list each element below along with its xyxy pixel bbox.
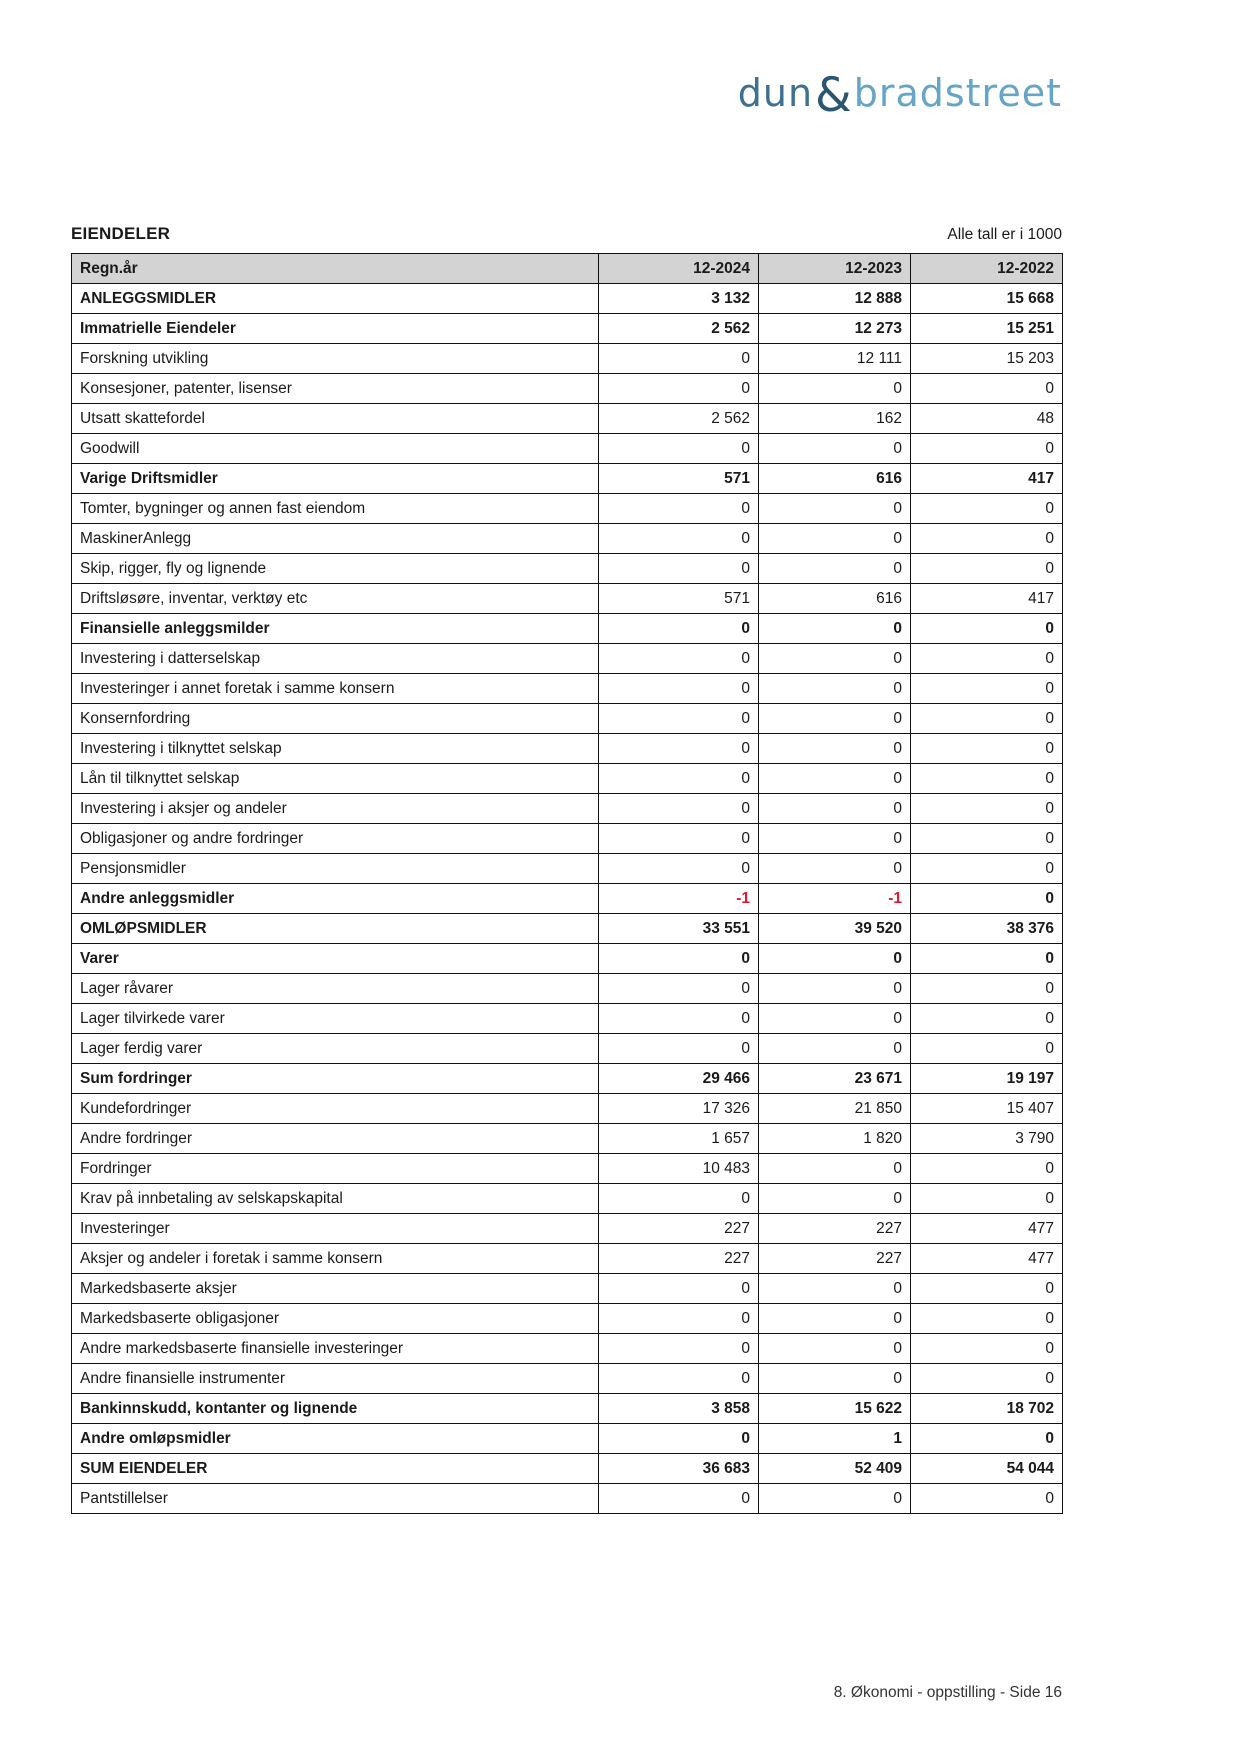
table-header-row (72, 254, 1063, 284)
row-value: 0 (599, 734, 759, 764)
row-value: 0 (599, 704, 759, 734)
row-label: OMLØPSMIDLER (72, 914, 599, 944)
row-value: 0 (911, 1034, 1063, 1064)
row-label: Krav på innbetaling av selskapskapital (72, 1184, 599, 1214)
row-value: 17 326 (599, 1094, 759, 1124)
row-label: Driftsløsøre, inventar, verktøy etc (72, 584, 599, 614)
row-label: Andre omløpsmidler (72, 1424, 599, 1454)
table-row (72, 974, 1063, 1004)
row-value: 571 (599, 584, 759, 614)
row-value: 39 520 (759, 914, 911, 944)
row-value: 0 (759, 704, 911, 734)
table-row (72, 644, 1063, 674)
page-footer: 8. Økonomi - oppstilling - Side 16 (833, 1684, 1062, 1701)
ampersand-icon: & (815, 68, 853, 123)
row-value: 0 (911, 554, 1063, 584)
row-label: Kundefordringer (72, 1094, 599, 1124)
row-value: 33 551 (599, 914, 759, 944)
table-row (72, 1454, 1063, 1484)
row-value: 15 203 (911, 344, 1063, 374)
table-row (72, 344, 1063, 374)
row-label: Investering i aksjer og andeler (72, 794, 599, 824)
table-row (72, 704, 1063, 734)
row-label: Andre finansielle instrumenter (72, 1364, 599, 1394)
table-row (72, 314, 1063, 344)
row-value: 0 (759, 1484, 911, 1514)
row-value: 0 (911, 734, 1063, 764)
row-label: Sum fordringer (72, 1064, 599, 1094)
row-value: 48 (911, 404, 1063, 434)
row-value: 0 (911, 1004, 1063, 1034)
row-value: 52 409 (759, 1454, 911, 1484)
row-value: 15 622 (759, 1394, 911, 1424)
row-value: 0 (599, 1304, 759, 1334)
row-value: 0 (759, 1364, 911, 1394)
table-row (72, 1244, 1063, 1274)
row-label: Lån til tilknyttet selskap (72, 764, 599, 794)
row-value: 0 (599, 854, 759, 884)
row-value: 616 (759, 464, 911, 494)
logo-text-dun: dun (737, 71, 814, 115)
row-value: 0 (759, 794, 911, 824)
row-value: 0 (599, 764, 759, 794)
row-value: 0 (759, 734, 911, 764)
row-label: Investeringer (72, 1214, 599, 1244)
row-value: 0 (759, 644, 911, 674)
row-value: 0 (599, 1364, 759, 1394)
table-row (72, 884, 1063, 914)
row-label: Investering i tilknyttet selskap (72, 734, 599, 764)
row-label: Pantstillelser (72, 1484, 599, 1514)
row-value: 0 (911, 614, 1063, 644)
row-label: Goodwill (72, 434, 599, 464)
row-label: Konsesjoner, patenter, lisenser (72, 374, 599, 404)
row-value: 21 850 (759, 1094, 911, 1124)
row-value: 0 (759, 554, 911, 584)
table-row (72, 434, 1063, 464)
row-value: 0 (759, 1304, 911, 1334)
row-value: 0 (759, 824, 911, 854)
table-row (72, 1154, 1063, 1184)
row-value: 0 (599, 614, 759, 644)
row-value: 0 (759, 974, 911, 1004)
table-row (72, 1064, 1063, 1094)
dun-bradstreet-logo (737, 68, 1062, 123)
row-value: 0 (759, 524, 911, 554)
table-row (72, 1214, 1063, 1244)
row-value: 0 (599, 494, 759, 524)
row-value: 0 (759, 494, 911, 524)
table-row (72, 1484, 1063, 1514)
table-row (72, 284, 1063, 314)
row-value: 0 (911, 704, 1063, 734)
row-value: 227 (599, 1214, 759, 1244)
row-value: 0 (911, 1334, 1063, 1364)
table-row (72, 1034, 1063, 1064)
row-value: 477 (911, 1214, 1063, 1244)
row-value: 0 (911, 644, 1063, 674)
row-label: Aksjer og andeler i foretak i samme konsern (72, 1244, 599, 1274)
row-value: 0 (911, 374, 1063, 404)
row-label: Bankinnskudd, kontanter og lignende (72, 1394, 599, 1424)
table-row (72, 1004, 1063, 1034)
row-label: Immatrielle Eiendeler (72, 314, 599, 344)
row-value: 417 (911, 584, 1063, 614)
balance-sheet-table (71, 253, 1063, 1514)
row-value: 0 (599, 1334, 759, 1364)
row-value: 0 (599, 944, 759, 974)
row-value: 0 (599, 434, 759, 464)
row-label: Fordringer (72, 1154, 599, 1184)
row-value: 0 (599, 1424, 759, 1454)
row-value: 227 (759, 1214, 911, 1244)
row-value: 10 483 (599, 1154, 759, 1184)
row-value: 0 (911, 794, 1063, 824)
row-value: 3 858 (599, 1394, 759, 1424)
row-value: 0 (599, 524, 759, 554)
row-value: 0 (599, 554, 759, 584)
table-row (72, 944, 1063, 974)
row-value: 12 111 (759, 344, 911, 374)
row-value: 0 (911, 1154, 1063, 1184)
logo-text-bradstreet: bradstreet (853, 71, 1062, 115)
row-value: 0 (911, 674, 1063, 704)
row-value: 0 (911, 1274, 1063, 1304)
row-label: Markedsbaserte obligasjoner (72, 1304, 599, 1334)
row-label: Konsernfordring (72, 704, 599, 734)
row-value: 0 (599, 974, 759, 1004)
row-value: 2 562 (599, 314, 759, 344)
year-column-2022: 12-2022 (911, 254, 1063, 284)
row-value: 0 (599, 644, 759, 674)
row-label: Utsatt skattefordel (72, 404, 599, 434)
row-value: 1 (759, 1424, 911, 1454)
row-label: Lager ferdig varer (72, 1034, 599, 1064)
table-row (72, 404, 1063, 434)
row-label: Markedsbaserte aksjer (72, 1274, 599, 1304)
table-row (72, 1274, 1063, 1304)
row-value: 0 (599, 1274, 759, 1304)
row-label: Andre markedsbaserte finansielle investeringer (72, 1334, 599, 1364)
table-row (72, 1334, 1063, 1364)
row-value: 1 657 (599, 1124, 759, 1154)
row-value: 0 (911, 1364, 1063, 1394)
table-row (72, 914, 1063, 944)
units-note: Alle tall er i 1000 (947, 226, 1062, 243)
row-label: Lager tilvirkede varer (72, 1004, 599, 1034)
row-value: -1 (759, 884, 911, 914)
row-value: 15 668 (911, 284, 1063, 314)
table-row (72, 1364, 1063, 1394)
row-value: 36 683 (599, 1454, 759, 1484)
table-row (72, 554, 1063, 584)
row-value: 227 (759, 1244, 911, 1274)
row-value: -1 (599, 884, 759, 914)
row-value: 0 (911, 494, 1063, 524)
table-row (72, 494, 1063, 524)
row-value: 0 (911, 1304, 1063, 1334)
row-label: Varige Driftsmidler (72, 464, 599, 494)
row-value: 0 (911, 764, 1063, 794)
row-value: 477 (911, 1244, 1063, 1274)
row-value: 0 (911, 944, 1063, 974)
row-value: 0 (599, 374, 759, 404)
row-value: 0 (759, 1184, 911, 1214)
table-row (72, 614, 1063, 644)
row-value: 0 (599, 824, 759, 854)
row-value: 0 (759, 674, 911, 704)
row-value: 29 466 (599, 1064, 759, 1094)
row-value: 0 (911, 974, 1063, 1004)
table-row (72, 824, 1063, 854)
row-value: 0 (599, 1184, 759, 1214)
table-row (72, 1304, 1063, 1334)
row-label: SUM EIENDELER (72, 1454, 599, 1484)
row-label: Investeringer i annet foretak i samme konsern (72, 674, 599, 704)
row-value: 0 (911, 1424, 1063, 1454)
row-value: 417 (911, 464, 1063, 494)
balance-sheet-table-wrap (71, 253, 1062, 1514)
row-value: 0 (759, 764, 911, 794)
row-label: Varer (72, 944, 599, 974)
row-value: 3 132 (599, 284, 759, 314)
row-value: 0 (759, 1274, 911, 1304)
row-value: 0 (911, 524, 1063, 554)
row-label: Skip, rigger, fly og lignende (72, 554, 599, 584)
table-row (72, 1394, 1063, 1424)
year-label-cell: Regn.år (72, 254, 599, 284)
table-row (72, 764, 1063, 794)
row-label: Andre fordringer (72, 1124, 599, 1154)
row-label: ANLEGGSMIDLER (72, 284, 599, 314)
table-row (72, 524, 1063, 554)
table-row (72, 794, 1063, 824)
row-value: 0 (759, 374, 911, 404)
row-value: 0 (911, 884, 1063, 914)
row-value: 15 407 (911, 1094, 1063, 1124)
row-value: 12 273 (759, 314, 911, 344)
row-value: 0 (759, 944, 911, 974)
row-value: 0 (911, 824, 1063, 854)
row-value: 2 562 (599, 404, 759, 434)
row-label: Pensjonsmidler (72, 854, 599, 884)
table-row (72, 374, 1063, 404)
row-value: 0 (759, 614, 911, 644)
table-row (72, 854, 1063, 884)
row-value: 0 (599, 1484, 759, 1514)
row-label: Tomter, bygninger og annen fast eiendom (72, 494, 599, 524)
row-value: 0 (599, 794, 759, 824)
table-row (72, 464, 1063, 494)
table-row (72, 734, 1063, 764)
balance-table-body (72, 254, 1063, 1514)
title-line (71, 224, 1062, 244)
row-value: 18 702 (911, 1394, 1063, 1424)
row-label: Andre anleggsmidler (72, 884, 599, 914)
row-label: Forskning utvikling (72, 344, 599, 374)
row-value: 0 (911, 854, 1063, 884)
row-value: 1 820 (759, 1124, 911, 1154)
table-row (72, 1094, 1063, 1124)
row-value: 3 790 (911, 1124, 1063, 1154)
row-value: 571 (599, 464, 759, 494)
row-label: Obligasjoner og andre fordringer (72, 824, 599, 854)
row-value: 0 (599, 674, 759, 704)
row-value: 15 251 (911, 314, 1063, 344)
row-value: 0 (911, 1484, 1063, 1514)
page-title: EIENDELER (71, 224, 171, 243)
row-label: Lager råvarer (72, 974, 599, 1004)
table-row (72, 1184, 1063, 1214)
row-value: 162 (759, 404, 911, 434)
row-value: 23 671 (759, 1064, 911, 1094)
row-value: 0 (599, 1004, 759, 1034)
row-label: Finansielle anleggsmilder (72, 614, 599, 644)
row-value: 0 (599, 344, 759, 374)
row-label: Investering i datterselskap (72, 644, 599, 674)
row-label: MaskinerAnlegg (72, 524, 599, 554)
row-value: 54 044 (911, 1454, 1063, 1484)
table-row (72, 1424, 1063, 1454)
row-value: 0 (759, 1334, 911, 1364)
table-row (72, 674, 1063, 704)
row-value: 616 (759, 584, 911, 614)
row-value: 0 (759, 1154, 911, 1184)
year-column-2024: 12-2024 (599, 254, 759, 284)
table-row (72, 1124, 1063, 1154)
row-value: 227 (599, 1244, 759, 1274)
row-value: 0 (599, 1034, 759, 1064)
row-value: 0 (759, 1004, 911, 1034)
row-value: 0 (759, 434, 911, 464)
row-value: 0 (911, 1184, 1063, 1214)
year-column-2023: 12-2023 (759, 254, 911, 284)
row-value: 0 (759, 1034, 911, 1064)
row-value: 0 (759, 854, 911, 884)
row-value: 12 888 (759, 284, 911, 314)
table-row (72, 584, 1063, 614)
row-value: 38 376 (911, 914, 1063, 944)
row-value: 19 197 (911, 1064, 1063, 1094)
row-value: 0 (911, 434, 1063, 464)
